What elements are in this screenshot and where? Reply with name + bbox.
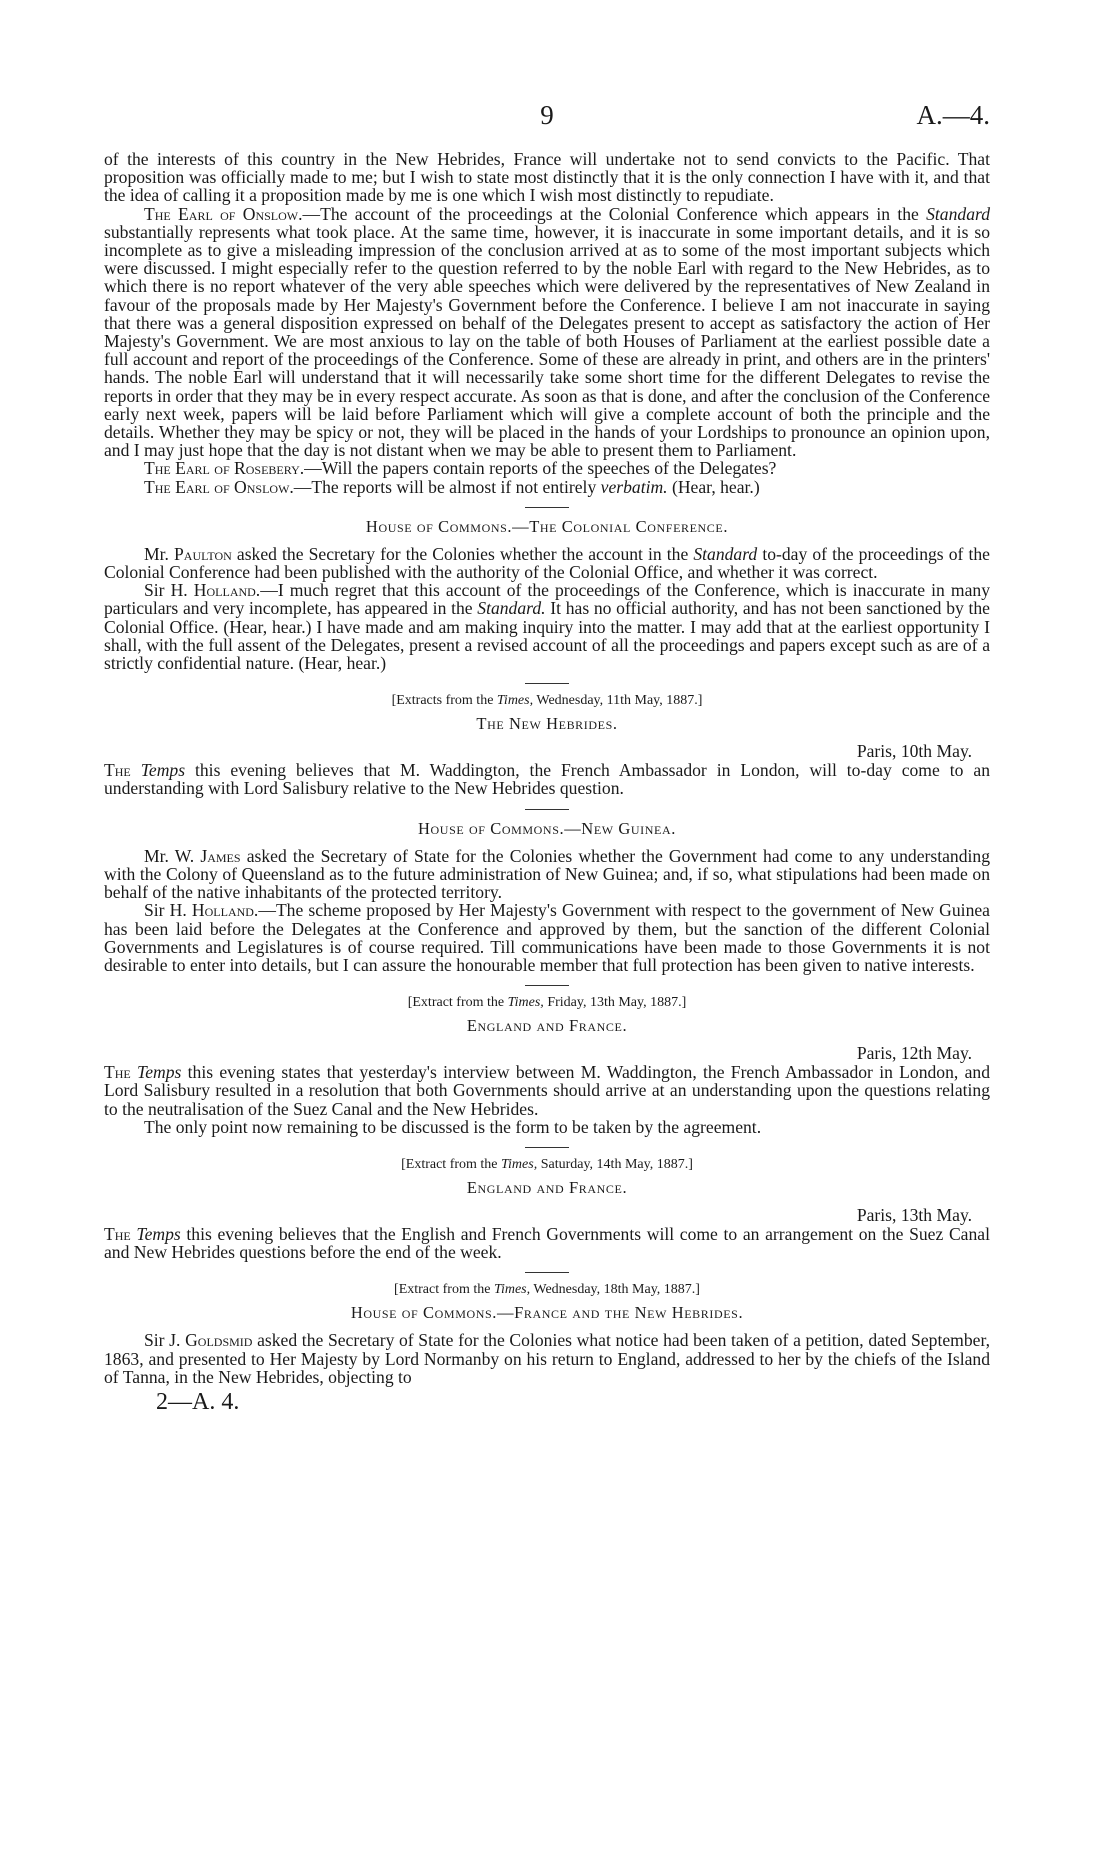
- paragraph-temps: The Temps this evening states that yesterday's interview between M. Waddington, the French Ambassador in London, and Lord Salisbury resulted in a resolution that both Governments should arrive at an understanding upon the questions relating to the neutralisation of the Suez Canal and the New Hebrides.: [104, 1062, 990, 1119]
- extract-source-note: [Extract from the Times, Friday, 13th May, 1887.]: [407, 995, 687, 1011]
- document-reference: A.—4.: [916, 100, 990, 130]
- paragraph-continuation: of the interests of this country in the New Hebrides, France will undertake not to send convicts to the Pacific. That proposition was officially made to me; but I wish to state most distinctly that it is the only connection I have with it, and that the idea of calling it a proposition made by me is one which I wish most distinctly to repudiate.: [104, 149, 990, 206]
- section-heading: England and France.: [466, 1177, 628, 1197]
- section-divider: [525, 683, 569, 684]
- italic-term: Temps: [136, 1223, 181, 1244]
- speaker-name: James: [200, 845, 241, 866]
- italic-term: Standard: [926, 203, 990, 224]
- section-divider: [525, 1272, 569, 1273]
- paragraph-onslow-reply: The Earl of Onslow.—The reports will be almost if not entirely verbatim. (Hear, hear.): [144, 476, 760, 497]
- dateline: Paris, 10th May.: [856, 741, 972, 762]
- speaker-name: Holland.: [191, 900, 259, 921]
- document-page: [104, 100, 990, 1416]
- italic-term: Temps: [137, 1062, 182, 1083]
- section-divider: [525, 809, 569, 810]
- italic-term: Standard: [693, 543, 758, 564]
- page-number: 9: [540, 100, 554, 130]
- section-heading: House of Commons.—The Colonial Conference.: [365, 516, 729, 536]
- dateline: Paris, 13th May.: [856, 1204, 972, 1225]
- speaker-name: The Earl of Onslow.: [144, 203, 303, 224]
- paragraph-temps: The Temps this evening believes that M. Waddington, the French Ambassador in London, will to-day come to an understanding with Lord Salisbury relative to the New Hebrides question.: [104, 760, 990, 799]
- dateline: Paris, 12th May.: [856, 1043, 972, 1064]
- italic-term: Temps: [140, 760, 186, 781]
- speaker-name: Goldsmid: [185, 1330, 253, 1351]
- section-divider: [525, 985, 569, 986]
- section-heading: House of Commons.—France and the New Hebrides.: [350, 1303, 744, 1323]
- paragraph-rosebery: The Earl of Rosebery.—Will the papers contain reports of the speeches of the Delegates?: [144, 458, 777, 479]
- section-heading: England and France.: [466, 1016, 628, 1036]
- paragraph-goldsmid: Sir J. Goldsmid asked the Secretary of State for the Colonies what notice had been taken of a petition, dated September, 1863, and presented to Her Majesty by Lord Normanby on his return to England, addressed to her by the chiefs of the Island of Tanna, in the New Hebrides, objecting to: [104, 1330, 990, 1387]
- section-heading: House of Commons.—New Guinea.: [418, 818, 676, 838]
- paragraph-onslow: The Earl of Onslow.—The account of the proceedings at the Colonial Conference which appears in the Standard substantially represents what took place. At the same time, however, it is inaccurate in some important details, and it is so incomplete as to give a misleading impression of the conclusion arrived at as to some of the most important subjects which were discussed. I might especially refer to the question referred to by the noble Earl with regard to the New Hebrides, as to which there is no report whatever of the very able speeches which were delivered by the representatives of New Zealand in favour of the proposals made by Her Majesty's Government before the Conference. I believe I am not inaccurate in saying that there was a general disposition expressed on behalf of the Delegates present to accept as satisfactory the action of Her Majesty's Government. We are most anxious to lay on the table of both Houses of Parliament at the earliest possible date a full account and report of the proceedings of the Conference. Some of these are already in print, and others are in the printers' hands. The noble Earl will understand that it will necessarily take some short time for the different Delegates to revise the reports in order that they may be in every respect accurate. As soon as that is done, and after the conclusion of the Conference early next week, papers will be laid before Parliament which will give a complete account of both the principle and the details. Whether they may be spicy or not, they will be placed in the hands of your Lordships to pronounce an opinion upon, and I may just hope that the day is not distant when we may be able to present them to Parliament.: [104, 203, 990, 461]
- paragraph-temps: The Temps this evening believes that the English and French Governments will come to an arrangement on the Suez Canal and New Hebrides questions before the end of the week.: [104, 1223, 990, 1263]
- extract-source-note: [Extract from the Times, Saturday, 14th May, 1887.]: [401, 1156, 693, 1172]
- extract-source-note: [Extracts from the Times, Wednesday, 11th May, 1887.]: [391, 693, 703, 709]
- italic-term: verbatim.: [600, 476, 668, 497]
- speaker-name: Paulton: [174, 543, 232, 564]
- page-header: [104, 100, 990, 150]
- signature-mark: 2—A. 4.: [156, 1388, 240, 1415]
- italic-term: Standard.: [477, 598, 546, 619]
- speaker-name: The Earl of Onslow.: [144, 476, 294, 497]
- speaker-name: Holland.: [193, 580, 261, 601]
- paragraph-paulton: Mr. Paulton asked the Secretary for the Colonies whether the account in the Standard to-day of the proceedings of the Colonial Conference had been published with the authority of the Colonial Office, and whether it was correct.: [104, 543, 990, 583]
- paragraph-holland: Sir H. Holland.—The scheme proposed by Her Majesty's Government with respect to the government of New Guinea has been laid before the Delegates at the Conference and approved by them, but the sanction of the different Colonial Governments and Legislatures is of course required. Till communications have been made to those Governments it is not desirable to enter into details, but I can assure the honourable member that full protection has been given to native interests.: [104, 900, 990, 975]
- extract-source-note: [Extract from the Times, Wednesday, 18th May, 1887.]: [394, 1282, 700, 1298]
- section-divider: [525, 507, 569, 508]
- paragraph-james: Mr. W. James asked the Secretary of State for the Colonies whether the Government had come to any understanding with the Colony of Queensland as to the future administration of New Guinea; and, if so, what stipulations had been made on behalf of the native inhabitants of the protected territory.: [104, 845, 990, 903]
- speaker-name: The Earl of Rosebery.: [144, 458, 305, 479]
- section-heading: The New Hebrides.: [476, 714, 618, 734]
- paragraph-holland: Sir H. Holland.—I much regret that this account of the proceedings of the Conference, which is inaccurate in many particulars and very incomplete, has appeared in the Standard. It has no official authority, and has not been sanctioned by the Colonial Office. (Hear, hear.) I have made and am making inquiry into the matter. I may add that at the earliest opportunity I shall, with the full assent of the Delegates, present a revised account of all the proceedings and papers except such as are of a strictly confidential nature. (Hear, hear.): [104, 580, 990, 674]
- paragraph-agreement: The only point now remaining to be discussed is the form to be taken by the agreement.: [144, 1116, 762, 1137]
- section-divider: [525, 1147, 569, 1148]
